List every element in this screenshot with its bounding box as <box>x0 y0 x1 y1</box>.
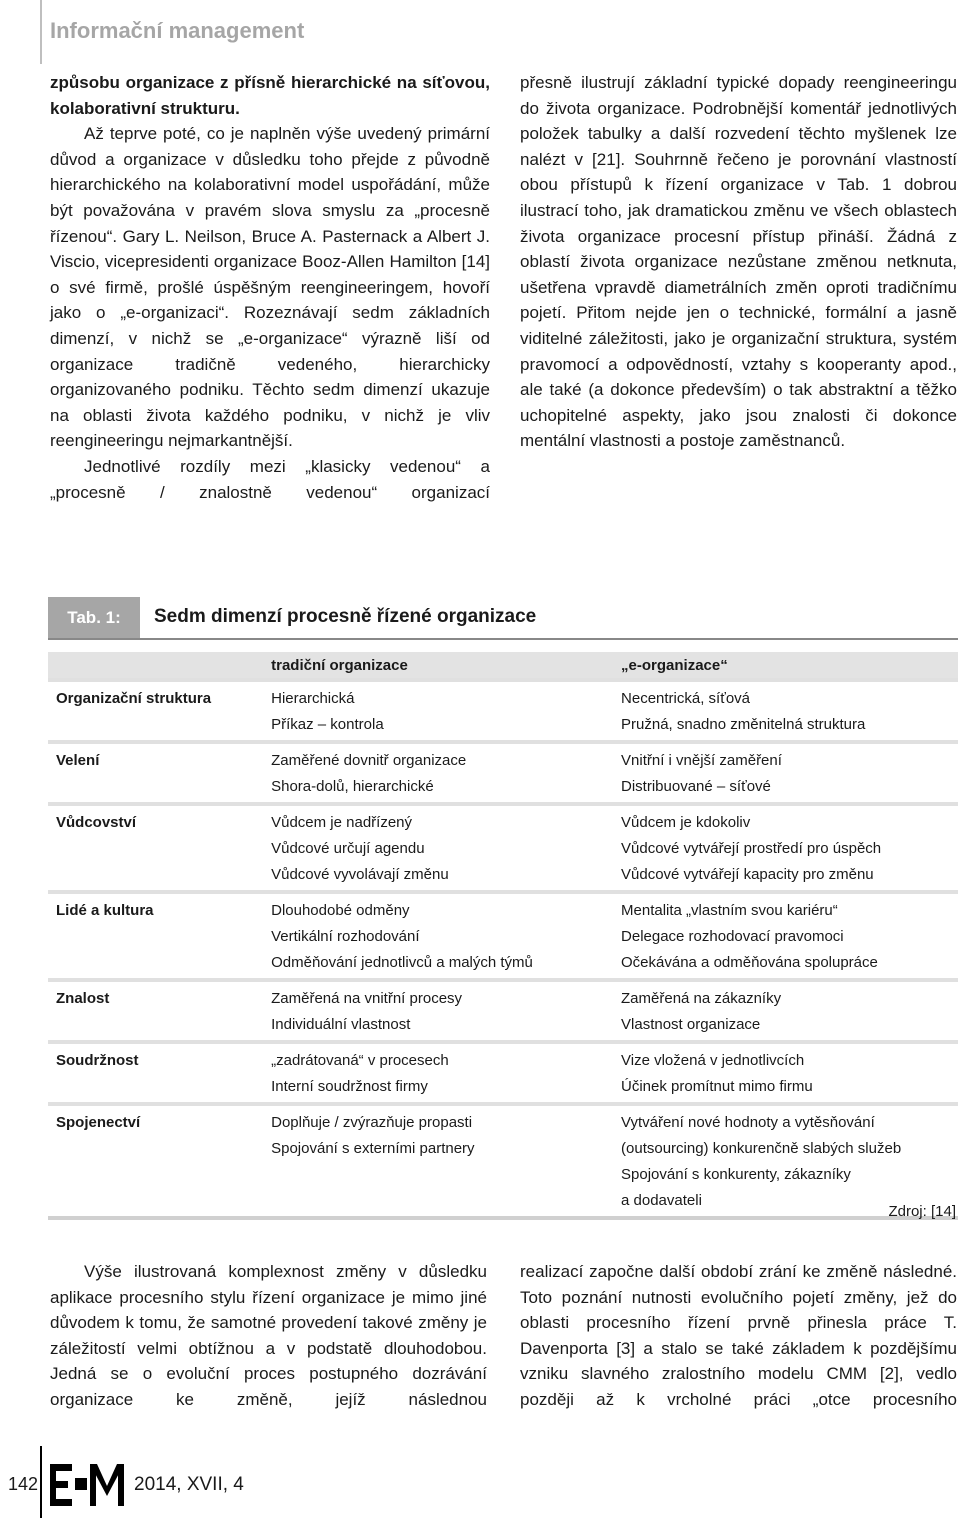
dimension-cell <box>48 1110 268 1214</box>
section-title: Informační management <box>50 18 305 43</box>
eorg-cell <box>618 686 958 738</box>
dimension-label: Znalost <box>56 990 110 1007</box>
traditional-cell-line: Individuální vlastnost <box>271 1016 411 1033</box>
paragraph: Jednotlivé rozdíly mezi „klasicky vedenou“ a „procesně / znalostně vedenou“ organizací <box>50 456 490 502</box>
eorg-cell-line: Zaměřená na zákazníky <box>621 990 782 1007</box>
traditional-cell <box>268 986 618 1038</box>
traditional-cell-line: Hierarchická <box>271 690 355 707</box>
traditional-cell <box>268 1048 618 1100</box>
eorg-cell-line: Vůdcové vytvářejí kapacity pro změnu <box>621 866 874 883</box>
traditional-cell-line: Vůdcem je nadřízený <box>271 814 413 831</box>
eorg-cell <box>618 1048 958 1100</box>
dimension-cell <box>48 748 268 800</box>
table-row <box>48 1102 958 1220</box>
traditional-cell-line: Dlouhodobé odměny <box>271 902 410 919</box>
paragraph: realizací započne další období zrání ke změně následné. Toto poznání nutnosti evolučního pojetí změny, jež do oblasti procesního řízení prvně přinesla práce T. Davenporta [3] a stalo se také základem k pozdějšímu vzniku slavného zralostního modelu CMM [2], vedlo později až k vrcholné práci „otce procesního <box>520 1262 957 1409</box>
traditional-cell-line: Doplňuje / zvýrazňuje propasti <box>271 1114 473 1131</box>
eorg-cell-line: Vytváření nové hodnoty a vytěsňování <box>621 1114 875 1131</box>
table-header-traditional: tradiční organizace <box>271 656 408 674</box>
eorg-cell <box>618 1110 958 1214</box>
eorg-cell <box>618 986 958 1038</box>
table-header-row <box>48 652 958 678</box>
table-title: Sedm dimenzí procesně řízené organizace <box>154 606 537 627</box>
eorg-cell <box>618 748 958 800</box>
traditional-cell-line: Shora-dolů, hierarchické <box>271 778 434 795</box>
dimension-label: Vůdcovství <box>56 814 137 831</box>
journal-logo <box>50 1462 126 1508</box>
table-body <box>48 678 958 1220</box>
eorg-cell <box>618 810 958 888</box>
table-row <box>48 1040 958 1102</box>
paragraph: Výše ilustrovaná komplexnost změny v důsledku aplikace procesního stylu řízení organizace je mimo jiné důvodem k tomu, že samotné provedení takové změny je záležitostí velmi obtížnou a v podstatě dlouhodobou. Jedná se o evoluční proces postupného dozrávání organizace ke změně, jejíž následnou <box>50 1262 487 1409</box>
eorg-cell-line: Vlastnost organizace <box>621 1016 761 1033</box>
table-row <box>48 978 958 1040</box>
bottom-left-column <box>50 1259 487 1413</box>
table-label: Tab. 1: <box>48 597 140 639</box>
traditional-cell-line: Vůdcové vyvolávají změnu <box>271 866 449 883</box>
dimension-label: Organizační struktura <box>56 690 212 707</box>
traditional-cell <box>268 810 618 888</box>
top-right-column <box>520 70 957 454</box>
table-source: Zdroj: [14] <box>888 1203 956 1220</box>
dimension-cell <box>48 898 268 976</box>
paragraph: Až teprve poté, co je naplněn výše uvedený primární důvod a organizace v důsledku toho přejde z původně hierarchického na kolaborativní model uspořádání, může být považována v pravém slova smyslu za „procesně řízenou“. Gary L. Neilson, Bruce A. Pasternack a Albert J. Viscio, vicepresidenti organizace Booz-Allen Hamilton [14] o své firmě, prošlé úspěšným reengineeringem, hovoří jako o „e-organizaci“. Rozeznávají sedm základních dimenzí, v nichž se „e-organizace“ výrazně liší od organizace tradičně vedeného, hierarchicky organizovaného podniku. Těchto sedm dimenzí ukazuje na oblasti života každého podniku, v nichž je vliv reengineeringu nejmarkantnější. <box>50 124 490 451</box>
eorg-cell-line: Spojování s konkurenty, zákazníky <box>621 1166 851 1183</box>
table-row <box>48 740 958 802</box>
top-left-column <box>50 70 490 505</box>
eorg-cell-line: Pružná, snadno změnitelná struktura <box>621 716 866 733</box>
dimension-cell <box>48 986 268 1038</box>
traditional-cell-line: Interní soudržnost firmy <box>271 1078 428 1095</box>
traditional-cell-line: Spojování s externími partnery <box>271 1140 475 1157</box>
traditional-cell-line: Vertikální rozhodování <box>271 928 420 945</box>
dimension-label: Lidé a kultura <box>56 902 154 919</box>
bottom-right-column <box>520 1259 957 1413</box>
eorg-cell-line: Distribuované – síťové <box>621 778 771 795</box>
traditional-cell <box>268 748 618 800</box>
dimension-cell <box>48 1048 268 1100</box>
issue-info: 2014, XVII, 4 <box>134 1474 244 1495</box>
eorg-cell-line: Vůdcové vytvářejí prostředí pro úspěch <box>621 840 882 857</box>
dimensions-table <box>48 652 958 1220</box>
eorg-cell-line: Necentrická, síťová <box>621 690 751 707</box>
paragraph: přesně ilustrují základní typické dopady reengineeringu do života organizace. Podrobnější komentář jednotlivých položek tabulky a další rozvedení těchto myšlenek lze nalézt v [21]. Souhrnně řečeno je porovnání vlastností obou přístupů k řízení organizace v Tab. 1 dobrou ilustrací toho, jak dramatickou změnu ve všech oblastech života organizace procesní přístup přináší. Žádná z oblastí života organizace nezůstane změnou netknuta, ušetřena vpravdě diametrálních změn oproti tradičnímu pojetí. Přitom nejde jen o technické, formální a jasně viditelné záležitosti, jako je organizační struktura, systém pravomocí a odpovědností, vztahy s kooperanty apod., ale také (a dokonce především) o tak abstraktní a těžko uchopitelné aspekty, jako jsou znalosti či dokonce mentální vlastnosti a postoje zaměstnanců. <box>520 73 957 451</box>
footer-rule <box>40 1446 42 1518</box>
table-row <box>48 802 958 890</box>
traditional-cell-line: „zadrátovaná“ v procesech <box>271 1052 449 1069</box>
eorg-cell-line: Vůdcem je kdokoliv <box>621 814 751 831</box>
table-row <box>48 890 958 978</box>
traditional-cell-line: Zaměřené dovnitř organizace <box>271 752 467 769</box>
dimension-cell <box>48 686 268 738</box>
page-number: 142 <box>8 1474 39 1494</box>
traditional-cell <box>268 1110 618 1214</box>
dimension-label: Velení <box>56 752 100 769</box>
dimension-cell <box>48 810 268 888</box>
eorg-cell <box>618 898 958 976</box>
traditional-cell <box>268 686 618 738</box>
paragraph-bold-lead: způsobu organizace z přísně hierarchické na síťovou, kolaborativní strukturu. <box>50 73 490 118</box>
traditional-cell <box>268 898 618 976</box>
eorg-cell-line: Účinek promítnut mimo firmu <box>621 1078 813 1095</box>
eorg-cell-line: Mentalita „vlastním svou kariéru“ <box>621 902 838 919</box>
eorg-cell-line: Delegace rozhodovací pravomoci <box>621 928 844 945</box>
eorg-cell-line: Vize vložená v jednotlivcích <box>621 1052 805 1069</box>
traditional-cell-line: Příkaz – kontrola <box>271 716 384 733</box>
eorg-cell-line: Očekávána a odměňována spolupráce <box>621 954 878 971</box>
traditional-cell-line: Vůdcové určují agendu <box>271 840 425 857</box>
eorg-cell-line: a dodavateli <box>621 1192 702 1209</box>
eorg-cell-line: (outsourcing) konkurenčně slabých služeb <box>621 1140 902 1157</box>
dimension-label: Soudržnost <box>56 1052 139 1069</box>
table-row <box>48 678 958 740</box>
header-rule <box>40 0 42 64</box>
dimension-label: Spojenectví <box>56 1114 141 1131</box>
traditional-cell-line: Odměňování jednotlivců a malých týmů <box>271 954 533 971</box>
eorg-cell-line: Vnitřní i vnější zaměření <box>621 752 782 769</box>
traditional-cell-line: Zaměřená na vnitřní procesy <box>271 990 463 1007</box>
table-header-eorg: „e-organizace“ <box>621 656 728 674</box>
table-title-rule <box>48 638 958 640</box>
